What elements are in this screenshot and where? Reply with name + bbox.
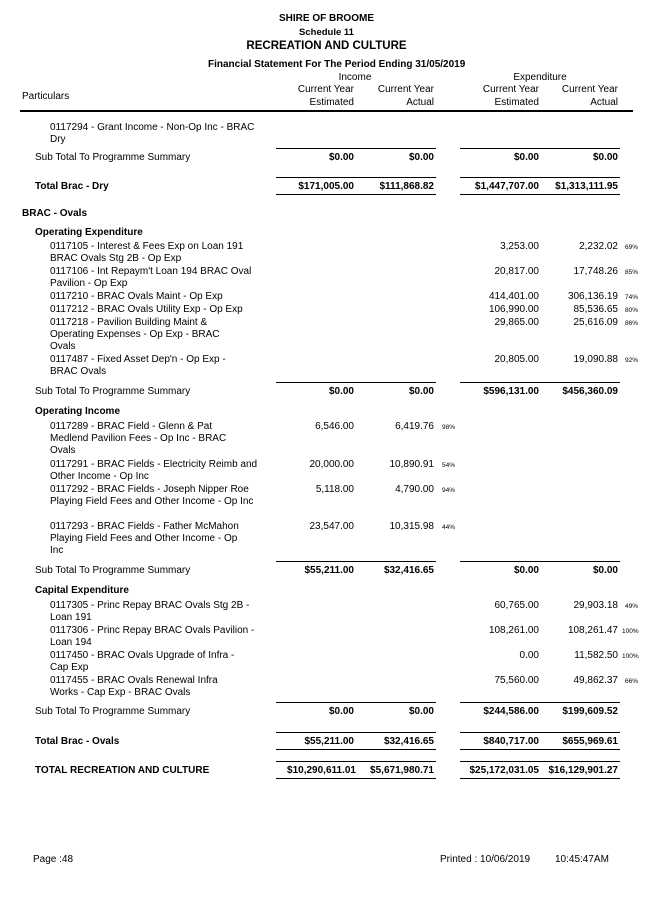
expenditure-total-rule-bottom bbox=[460, 749, 620, 750]
expenditure-group-header: Expenditure bbox=[513, 72, 567, 83]
operating-expenditure-heading: Operating Expenditure bbox=[35, 227, 143, 238]
row-0117292-inc-act: 4,790.00 bbox=[395, 484, 434, 495]
row-0117450-exp-est: 0.00 bbox=[519, 650, 539, 661]
expenditure-actual-header-1: Current Year bbox=[561, 84, 618, 95]
row-0117450-exp-act: 11,582.50 bbox=[574, 650, 618, 661]
income-estimated-header-1: Current Year bbox=[297, 84, 354, 95]
subtotal-exp-est: $0.00 bbox=[513, 565, 539, 576]
expenditure-estimated-header-1: Current Year bbox=[482, 84, 539, 95]
expenditure-grand-rule bbox=[460, 761, 620, 762]
total-ovals-inc-act: $32,416.65 bbox=[383, 736, 434, 747]
income-sub-rule bbox=[276, 702, 436, 703]
page-number: Page :48 bbox=[33, 854, 74, 865]
expenditure-sub-rule bbox=[460, 561, 620, 562]
subtotal-exp-act: $0.00 bbox=[592, 565, 618, 576]
row-0117305-pct: 49% bbox=[625, 603, 639, 610]
row-0117292-inc-est: 5,118.00 bbox=[315, 484, 354, 495]
expenditure-total-rule-bottom bbox=[460, 194, 620, 195]
row-0117450-label: 0117450 - BRAC Ovals Upgrade of Infra - Cap Exp bbox=[50, 650, 235, 673]
income-total-rule bbox=[276, 732, 436, 733]
row-0117106-pct: 85% bbox=[625, 269, 639, 276]
row-0117291-inc-act: 10,890.91 bbox=[389, 459, 434, 470]
income-actual-header-2: Actual bbox=[406, 97, 434, 108]
income-group-header: Income bbox=[338, 72, 372, 83]
subtotal-exp-act: $456,360.09 bbox=[562, 386, 618, 397]
row-0117212-pct: 80% bbox=[625, 307, 639, 314]
income-actual-header-1: Current Year bbox=[377, 84, 434, 95]
row-0117487-exp-act: 19,090.88 bbox=[573, 354, 618, 365]
row-0117289-pct: 98% bbox=[442, 424, 456, 431]
row-0117218-label: 0117218 - Pavilion Building Maint & Operating Expenses - Op Exp - BRAC Ovals bbox=[50, 317, 220, 352]
subtotal-inc-est: $0.00 bbox=[328, 706, 354, 717]
row-0117289-inc-est: 6,546.00 bbox=[315, 421, 354, 432]
subtotal-inc-act: $0.00 bbox=[408, 706, 434, 717]
capital-expenditure-heading: Capital Expenditure bbox=[35, 585, 129, 596]
section-title: RECREATION AND CULTURE bbox=[246, 40, 407, 52]
subtotal-inc-act: $0.00 bbox=[408, 386, 434, 397]
row-0117289-inc-act: 6,419.76 bbox=[395, 421, 434, 432]
subtotal-label: Sub Total To Programme Summary bbox=[35, 152, 191, 163]
subtotal-inc-act: $0.00 bbox=[408, 152, 434, 163]
row-0117305-exp-est: 60,765.00 bbox=[494, 600, 539, 611]
total-dry-label: Total Brac - Dry bbox=[35, 181, 109, 192]
total-ovals-label: Total Brac - Ovals bbox=[35, 736, 120, 747]
subtotal-inc-est: $0.00 bbox=[328, 386, 354, 397]
row-0117455-label: 0117455 - BRAC Ovals Renewal Infra Works - Cap Exp - BRAC Ovals bbox=[50, 675, 218, 698]
total-ovals-exp-act: $655,969.61 bbox=[562, 736, 618, 747]
row-0117105-label: 0117105 - Interest & Fees Exp on Loan 191 BRAC Ovals Stg 2B - Op Exp bbox=[50, 241, 244, 264]
total-dry-exp-est: $1,447,707.00 bbox=[475, 181, 539, 192]
row-0117487-label: 0117487 - Fixed Asset Dep'n - Op Exp - BRAC Ovals bbox=[50, 354, 226, 377]
row-0117212-label: 0117212 - BRAC Ovals Utility Exp - Op Exp bbox=[50, 304, 243, 315]
subtotal-inc-est: $55,211.00 bbox=[304, 565, 354, 576]
row-0117292-label: 0117292 - BRAC Fields - Joseph Nipper Roe Playing Field Fees and Other Income - Op Inc bbox=[50, 484, 254, 507]
expenditure-actual-header-2: Actual bbox=[590, 97, 618, 108]
income-total-rule-bottom bbox=[276, 749, 436, 750]
schedule-number: Schedule 11 bbox=[299, 27, 354, 38]
row-0117306-label: 0117306 - Princ Repay BRAC Ovals Pavilion - Loan 194 bbox=[50, 625, 255, 648]
row-0117212-exp-est: 106,990.00 bbox=[488, 304, 539, 315]
expenditure-total-rule bbox=[460, 732, 620, 733]
row-0117105-pct: 69% bbox=[625, 244, 639, 251]
total-dry-inc-act: $111,868.82 bbox=[379, 181, 434, 192]
subtotal-exp-act: $0.00 bbox=[592, 152, 618, 163]
row-0117212-exp-act: 85,536.65 bbox=[573, 304, 618, 315]
total-ovals-inc-est: $55,211.00 bbox=[304, 736, 354, 747]
income-sub-rule bbox=[276, 561, 436, 562]
subtotal-inc-act: $32,416.65 bbox=[383, 565, 434, 576]
particulars-header: Particulars bbox=[22, 91, 70, 102]
row-0117450-pct: 100% bbox=[622, 653, 639, 660]
subtotal-exp-act: $199,609.52 bbox=[562, 706, 618, 717]
subtotal-exp-est: $0.00 bbox=[513, 152, 539, 163]
row-0117305-label: 0117305 - Princ Repay BRAC Ovals Stg 2B - Loan 191 bbox=[50, 600, 250, 623]
row-0117487-exp-est: 20,805.00 bbox=[494, 354, 539, 365]
row-0117210-pct: 74% bbox=[625, 294, 639, 301]
income-sub-rule bbox=[276, 382, 436, 383]
row-0117293-pct: 44% bbox=[442, 524, 456, 531]
row-0117293-inc-est: 23,547.00 bbox=[309, 521, 354, 532]
row-0117294-label: 0117294 - Grant Income - Non-Op Inc - BRAC Dry bbox=[50, 122, 255, 145]
row-0117292-pct: 94% bbox=[442, 487, 456, 494]
ovals-heading: BRAC - Ovals bbox=[22, 208, 88, 219]
income-grand-rule bbox=[276, 761, 436, 762]
total-rc-exp-act: $16,129,901.27 bbox=[548, 765, 618, 776]
row-0117210-exp-act: 306,136.19 bbox=[567, 291, 618, 302]
org-name: SHIRE OF BROOME bbox=[278, 13, 374, 24]
row-0117293-inc-act: 10,315.98 bbox=[389, 521, 434, 532]
row-0117106-exp-act: 17,748.26 bbox=[573, 266, 618, 277]
total-rc-label: TOTAL RECREATION AND CULTURE bbox=[35, 765, 210, 776]
total-dry-exp-act: $1,313,111.95 bbox=[555, 181, 618, 192]
total-rc-inc-act: $5,671,980.71 bbox=[370, 765, 434, 776]
row-0117291-label: 0117291 - BRAC Fields - Electricity Reimb and Other Income - Op Inc bbox=[50, 459, 258, 482]
printed-date: Printed : 10/06/2019 bbox=[440, 854, 531, 865]
income-total-rule-bottom bbox=[276, 194, 436, 195]
subtotal-label: Sub Total To Programme Summary bbox=[35, 706, 191, 717]
expenditure-sub-rule bbox=[460, 702, 620, 703]
subtotal-label: Sub Total To Programme Summary bbox=[35, 565, 191, 576]
row-0117306-pct: 100% bbox=[622, 628, 639, 635]
income-total-rule bbox=[276, 177, 436, 178]
header-rule bbox=[20, 110, 633, 112]
expenditure-total-rule bbox=[460, 177, 620, 178]
row-0117455-pct: 66% bbox=[625, 678, 639, 685]
income-estimated-header-2: Estimated bbox=[309, 97, 354, 108]
row-0117210-exp-est: 414,401.00 bbox=[488, 291, 539, 302]
row-0117305-exp-act: 29,903.18 bbox=[573, 600, 618, 611]
expenditure-grand-rule-bottom bbox=[460, 778, 620, 779]
row-0117291-pct: 54% bbox=[442, 462, 456, 469]
row-0117210-label: 0117210 - BRAC Ovals Maint - Op Exp bbox=[50, 291, 223, 302]
row-0117106-exp-est: 20,817.00 bbox=[494, 266, 539, 277]
subtotal-exp-est: $244,586.00 bbox=[483, 706, 539, 717]
row-0117455-exp-act: 49,862.37 bbox=[573, 675, 618, 686]
expenditure-sub-rule bbox=[460, 382, 620, 383]
subtotal-inc-est: $0.00 bbox=[328, 152, 354, 163]
row-0117218-exp-act: 25,616.09 bbox=[573, 317, 618, 328]
row-0117289-label: 0117289 - BRAC Field - Glenn & Pat Medlend Pavilion Fees - Op Inc - BRAC Ovals bbox=[50, 421, 227, 456]
total-dry-inc-est: $171,005.00 bbox=[298, 181, 354, 192]
row-0117105-exp-est: 3,253.00 bbox=[500, 241, 539, 252]
income-grand-rule-bottom bbox=[276, 778, 436, 779]
row-0117218-exp-est: 29,865.00 bbox=[494, 317, 539, 328]
expenditure-sub-rule bbox=[460, 148, 620, 149]
statement-title: Financial Statement For The Period Ending 31/05/2019 bbox=[208, 59, 466, 70]
subtotal-exp-est: $596,131.00 bbox=[483, 386, 539, 397]
operating-income-heading: Operating Income bbox=[35, 406, 121, 417]
row-0117105-exp-act: 2,232.02 bbox=[579, 241, 618, 252]
row-0117487-pct: 92% bbox=[625, 357, 639, 364]
row-0117291-inc-est: 20,000.00 bbox=[309, 459, 354, 470]
row-0117306-exp-act: 108,261.47 bbox=[567, 625, 618, 636]
total-ovals-exp-est: $840,717.00 bbox=[483, 736, 539, 747]
row-0117455-exp-est: 75,560.00 bbox=[494, 675, 539, 686]
row-0117293-label: 0117293 - BRAC Fields - Father McMahon Playing Field Fees and Other Income - Op Inc bbox=[50, 521, 239, 556]
total-rc-exp-est: $25,172,031.05 bbox=[469, 765, 539, 776]
income-sub-rule bbox=[276, 148, 436, 149]
row-0117306-exp-est: 108,261.00 bbox=[488, 625, 539, 636]
subtotal-label: Sub Total To Programme Summary bbox=[35, 386, 191, 397]
row-0117218-pct: 86% bbox=[625, 320, 639, 327]
row-0117106-label: 0117106 - Int Repaym't Loan 194 BRAC Oval Pavilion - Op Exp bbox=[50, 266, 252, 289]
printed-time: 10:45:47AM bbox=[555, 854, 609, 865]
total-rc-inc-est: $10,290,611.01 bbox=[287, 765, 356, 776]
expenditure-estimated-header-2: Estimated bbox=[494, 97, 539, 108]
